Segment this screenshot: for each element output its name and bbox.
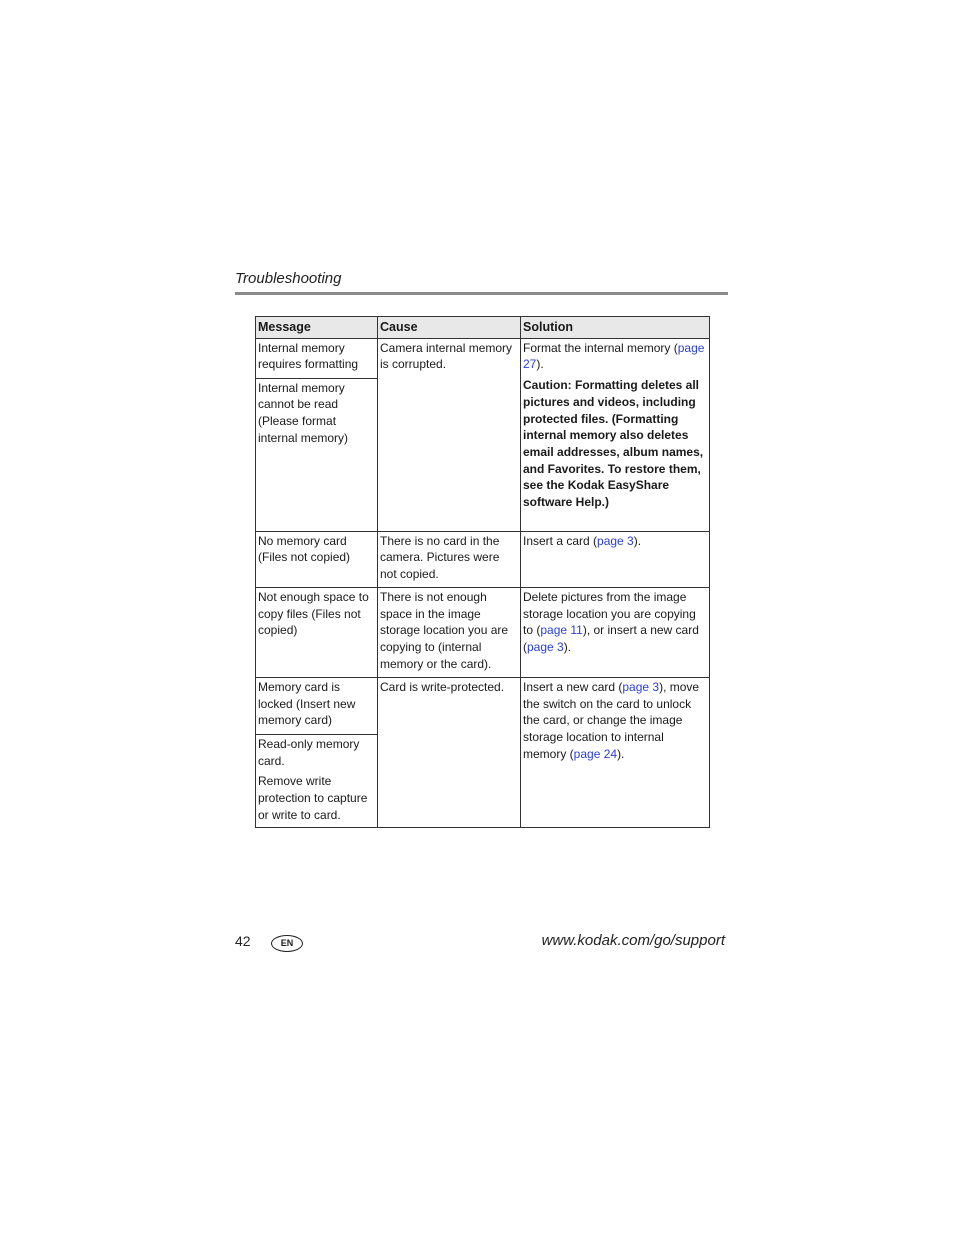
message-text: Internal memory cannot be read (Please format internal memory) — [258, 380, 349, 445]
column-header-message: Message — [256, 317, 378, 339]
cause-cell — [378, 531, 521, 587]
message-text: Read-only memory card. — [258, 736, 360, 768]
table-row — [256, 587, 710, 677]
table-header-row — [256, 317, 710, 339]
solution-cell: Delete pictures from the image storage location you are copying to (page 11), or insert a new card (page 3). — [521, 587, 710, 677]
language-badge: EN — [271, 935, 303, 952]
solution-cell: Insert a card (page 3). — [521, 531, 710, 587]
cause-cell — [378, 587, 521, 677]
page-link[interactable]: page 3 — [597, 533, 634, 548]
message-text: No memory card (Files not copied) — [258, 533, 351, 565]
message-cell — [256, 677, 378, 734]
message-text: Memory card is locked (Insert new memory card) — [258, 679, 356, 728]
support-url[interactable]: www.kodak.com/go/support — [541, 932, 725, 949]
table-row — [256, 677, 710, 734]
page-link[interactable]: page 11 — [540, 623, 583, 638]
section-title: Troubleshooting — [235, 270, 342, 287]
solution-cell: Insert a new card (page 3), move the switch on the card to unlock the card, or change the image storage location to internal memory (page 24). — [521, 677, 710, 828]
message-text: Not enough space to copy files (Files not copied) — [258, 589, 369, 638]
page-link[interactable]: page 27 — [523, 340, 705, 372]
message-text: Remove write protection to capture or write to card. — [258, 774, 368, 822]
cause-text: There is not enough space in the image storage location you are copying to (internal memory or the card). — [380, 589, 509, 671]
table-row — [256, 531, 710, 587]
cause-text: Camera internal memory is corrupted. — [380, 340, 513, 372]
column-header-cause: Cause — [378, 317, 521, 339]
message-cell — [256, 378, 378, 531]
table-row — [256, 338, 710, 378]
message-cell — [256, 734, 378, 828]
cause-cell — [378, 338, 521, 531]
page-number: 42 — [235, 933, 251, 949]
solution-cell — [521, 338, 710, 531]
header-rule — [235, 292, 728, 295]
page-link[interactable]: page 3 — [622, 679, 660, 694]
cause-cell — [378, 677, 521, 828]
page-link[interactable]: page 24 — [573, 746, 618, 761]
page-link[interactable]: page 3 — [527, 639, 564, 654]
message-cell — [256, 338, 378, 378]
caution-text: Caution: Formatting deletes all pictures and videos, including protected files. (Formatting internal memory also deletes email addresses, album names, and Favorites. To restore them, see the Kodak EasyShare software Help.) — [523, 378, 704, 510]
solution-text: Format the internal memory (page 27). — [523, 340, 705, 372]
message-text: Internal memory requires formatting — [258, 340, 359, 372]
message-cell — [256, 531, 378, 587]
troubleshooting-table — [255, 316, 710, 828]
column-header-solution: Solution — [521, 317, 710, 339]
message-cell — [256, 587, 378, 677]
cause-text: Card is write-protected. — [380, 679, 505, 694]
cause-text: There is no card in the camera. Pictures were not copied. — [380, 533, 500, 582]
